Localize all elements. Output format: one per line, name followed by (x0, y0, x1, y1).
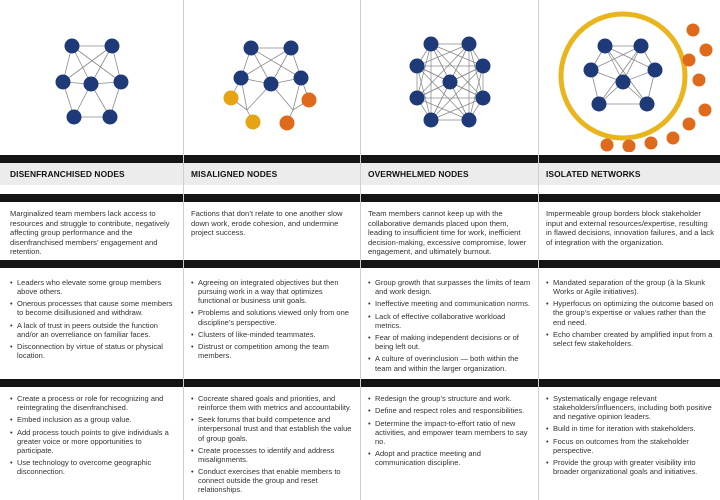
overwhelmed-network-diagram (361, 0, 538, 152)
misaligned-network-diagram (183, 0, 360, 152)
list-item: • A lack of trust in peers outside the function and/or an overreliance on familiar faces. (10, 321, 178, 339)
list-item: • Ineffective meeting and communication norms. (368, 299, 532, 308)
description-misaligned: Factions that don’t relate to one another slow down work, erode cohesion, and undermine project success. (191, 209, 343, 238)
list-item: • Add process touch points to give individuals a greater voice or more opportunities to participate. (10, 428, 178, 455)
remedies-list-misaligned (191, 394, 355, 498)
list-item: • Problems and solutions viewed only from one discipline’s perspective. (191, 308, 355, 326)
isolated-network-diagram (539, 0, 720, 152)
list-item: • Clusters of like-minded teammates. (191, 330, 355, 339)
list-item: • Seek forums that build competence and interpersonal trust and that establish the value of group goals. (191, 415, 355, 442)
list-item: • Lack of effective collaborative workload metrics. (368, 312, 532, 330)
list-item: • Create processes to identify and address misalignments. (191, 446, 355, 464)
causes-list-misaligned (191, 278, 355, 364)
list-item: • Define and respect roles and responsibilities. (368, 406, 532, 415)
list-item: • Distrust or competition among the team members. (191, 342, 355, 360)
causes-list-disenfranchised (10, 278, 178, 364)
list-item: • Leaders who elevate some group members above others. (10, 278, 178, 296)
list-item: • Use technology to overcome geographic disconnection. (10, 458, 178, 476)
list-item: • Fear of making independent decisions or of being left out. (368, 333, 532, 351)
list-item: • Echo chamber created by amplified input from a select few stakeholders. (546, 330, 714, 348)
list-item: • Create a process or role for recognizing and reintegrating the disenfranchised. (10, 394, 178, 412)
list-item: • Determine the impact-to-effort ratio of new activities, and empower team members to say no. (368, 419, 532, 446)
description-disenfranchised: Marginalized team members lack access to resources and struggle to contribute, negatively affecting group performance and the disenfranchised members’ engagement and retention. (10, 209, 170, 257)
list-item: • Cocreate shared goals and priorities, and reinforce them with metrics and accountability. (191, 394, 355, 412)
column-header-disenfranchised: DISENFRANCHISED NODES (10, 169, 125, 179)
column-header-overwhelmed: OVERWHELMED NODES (368, 169, 469, 179)
causes-list-isolated (546, 278, 714, 351)
list-item: • Adopt and practice meeting and communication discipline. (368, 449, 532, 467)
list-item: • Mandated separation of the group (à la Skunk Works or Agile initiatives). (546, 278, 714, 296)
list-item: • Focus on outcomes from the stakeholder perspective. (546, 437, 714, 455)
list-item: • Redesign the group’s structure and work. (368, 394, 532, 403)
list-item: • Group growth that surpasses the limits of team and work design. (368, 278, 532, 296)
list-item: • Provide the group with greater visibility into broader organizational goals and initiatives. (546, 458, 714, 476)
list-item: • A culture of overinclusion — both within the team and within the larger organization. (368, 354, 532, 372)
list-item: • Disconnection by virtue of status or physical location. (10, 342, 178, 360)
list-item: • Agreeing on integrated objectives but then pursuing work in a way that optimizes functional or business unit goals. (191, 278, 355, 305)
description-overwhelmed: Team members cannot keep up with the collaborative demands placed upon them, leading to insufficient time for work, inefficient decision-making, excessive compromise, lower engagement, and ultimately burnout. (368, 209, 527, 257)
list-item: • Build in time for iteration with stakeholders. (546, 424, 714, 433)
remedies-list-overwhelmed (368, 394, 532, 470)
list-item: • Onerous processes that cause some members to become disillusioned and withdraw. (10, 299, 178, 317)
remedies-list-disenfranchised (10, 394, 178, 480)
list-item: • Hyperfocus on optimizing the outcome based on the group’s expertise or values rather than the end need. (546, 299, 714, 326)
causes-list-overwhelmed (368, 278, 532, 376)
column-header-isolated: ISOLATED NETWORKS (546, 169, 641, 179)
disenfranchised-network-diagram (0, 0, 183, 152)
description-isolated: Impermeable group borders block stakeholder input and external resources/expertise, resulting in flawed decisions, innovation failures, and a lack of integration with the organization. (546, 209, 715, 247)
remedies-list-isolated (546, 394, 714, 480)
list-item: • Embed inclusion as a group value. (10, 415, 178, 424)
list-item: • Systematically engage relevant stakeholders/influencers, including both positive and negative opinion leaders. (546, 394, 714, 421)
list-item: • Conduct exercises that enable members to connect outside the group and reset relationships. (191, 467, 355, 494)
column-header-misaligned: MISALIGNED NODES (191, 169, 278, 179)
